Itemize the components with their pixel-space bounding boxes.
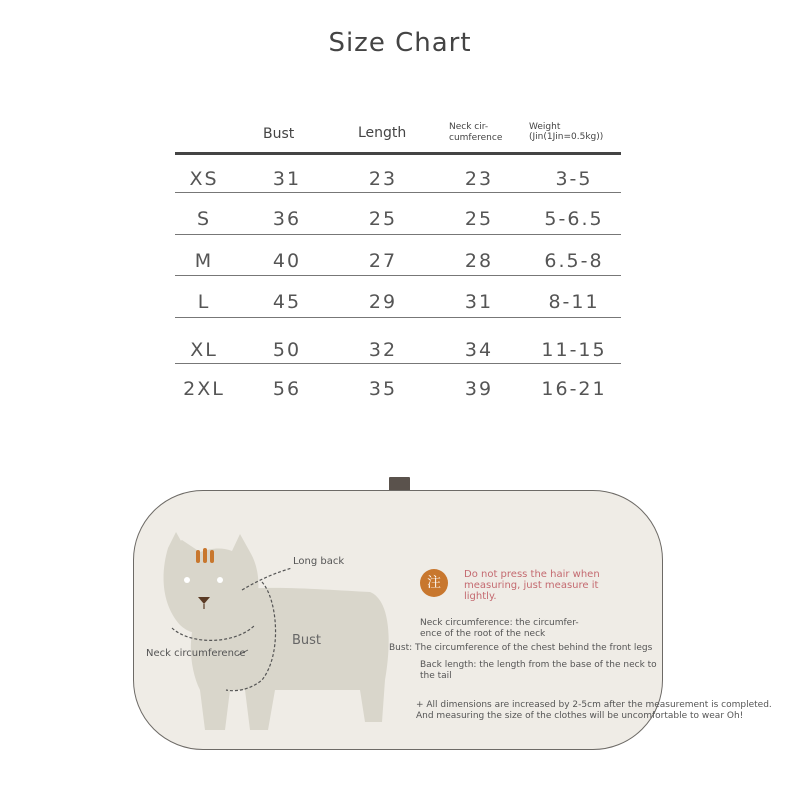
cell-weight: 5-6.5 — [544, 208, 604, 230]
desc-back — [420, 660, 657, 682]
footer-line2: And measuring the size of the clothes will be uncomfortable to wear Oh! — [416, 711, 744, 721]
cell-neck: 31 — [464, 291, 494, 313]
cell-size: L — [197, 291, 211, 313]
desc-back-line2: the tail — [420, 671, 452, 681]
header-weight-line1: Weight — [529, 122, 561, 132]
cell-neck: 25 — [464, 208, 494, 230]
desc-back-line1: Back length: the length from the base of the neck to — [420, 660, 657, 670]
cell-bust: 31 — [272, 168, 302, 190]
cell-bust: 36 — [272, 208, 302, 230]
header-neck-line2: cumference — [449, 133, 503, 143]
cell-size: XL — [190, 339, 218, 361]
note-text: Do not press the hair when measuring, just measure it lightly. — [464, 569, 600, 602]
header-length: Length — [358, 125, 407, 141]
footer-note — [416, 700, 798, 722]
cell-length: 25 — [368, 208, 398, 230]
cell-length: 35 — [368, 378, 398, 400]
cell-weight: 6.5-8 — [544, 250, 604, 272]
cell-neck: 34 — [464, 339, 494, 361]
cell-neck: 39 — [464, 378, 494, 400]
cell-weight: 11-15 — [541, 339, 607, 361]
desc-neck-line2: ence of the root of the neck — [420, 629, 546, 639]
header-weight-line2: (Jin(1Jin=0.5kg)) — [529, 132, 604, 142]
cell-length: 29 — [368, 291, 398, 313]
cell-weight: 16-21 — [541, 378, 607, 400]
cell-bust: 50 — [272, 339, 302, 361]
cell-size: M — [194, 250, 214, 272]
page-title: Size Chart — [328, 28, 472, 58]
desc-bust: Bust: The circumference of the chest behind the front legs — [389, 643, 653, 653]
cell-size: 2XL — [183, 378, 225, 400]
cell-bust: 56 — [272, 378, 302, 400]
footer-line1: + All dimensions are increased by 2-5cm after the measurement is completed. — [416, 700, 772, 710]
cell-weight: 8-11 — [548, 291, 600, 313]
long-back-label: Long back — [293, 556, 345, 567]
desc-neck — [420, 618, 579, 640]
desc-neck-line1: Neck circumference: the circumfer- — [420, 618, 579, 628]
cell-weight: 3-5 — [555, 168, 593, 190]
cell-bust: 45 — [272, 291, 302, 313]
cell-size: XS — [189, 168, 219, 190]
header-bust: Bust — [263, 126, 295, 142]
cell-size: S — [196, 208, 212, 230]
note-icon: 注 — [420, 569, 448, 597]
cell-bust: 40 — [272, 250, 302, 272]
cell-length: 32 — [368, 339, 398, 361]
bust-label: Bust — [292, 633, 322, 648]
neck-circumference-label: Neck circumference — [146, 648, 246, 659]
cell-neck: 28 — [464, 250, 494, 272]
cell-length: 27 — [368, 250, 398, 272]
cell-length: 23 — [368, 168, 398, 190]
cell-neck: 23 — [464, 168, 494, 190]
header-neck-line1: Neck cir- — [449, 122, 489, 132]
